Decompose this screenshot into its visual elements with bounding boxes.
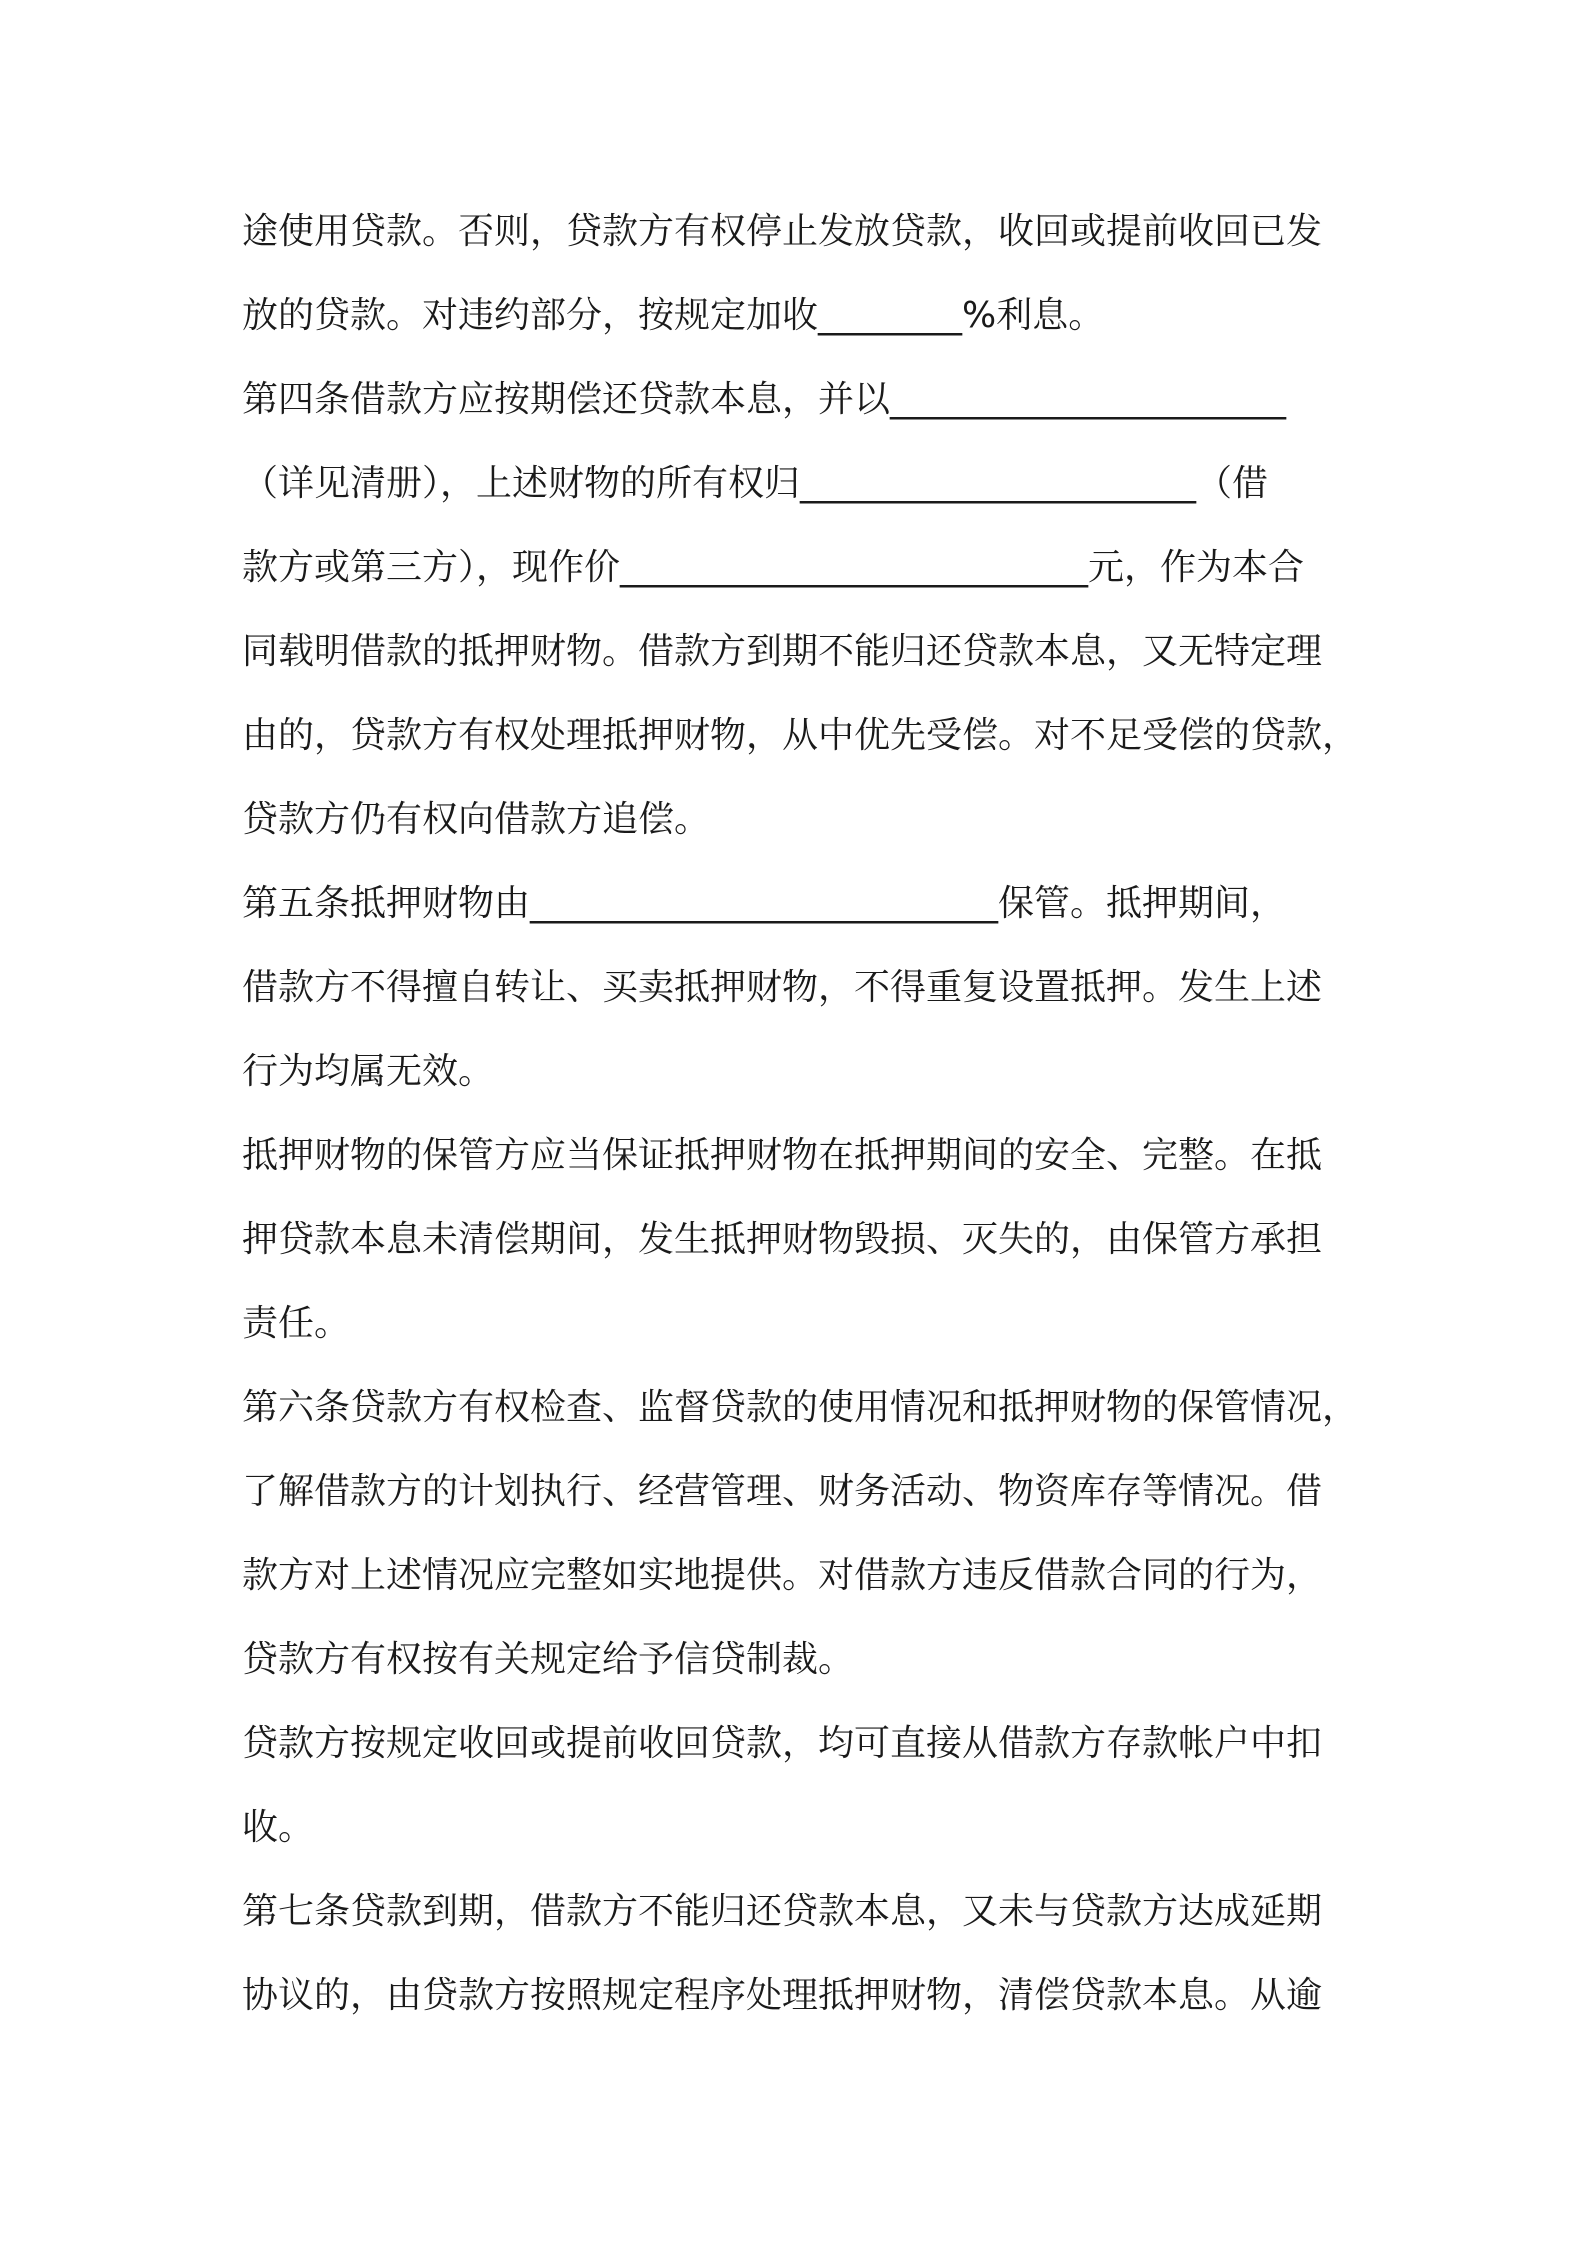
text-line: 借款方不得擅自转让、买卖抵押财物，不得重复设置抵押。发生上述	[242, 967, 1323, 1008]
text-line: 贷款方按规定收回或提前收回贷款，均可直接从借款方存款帐户中扣	[242, 1723, 1323, 1764]
text-line: 同载明借款的抵押财物。借款方到期不能归还贷款本息，又无特定理	[242, 631, 1323, 672]
text-line: 责任。	[242, 1303, 351, 1344]
text-line: 押贷款本息未清偿期间，发生抵押财物毁损、灭失的，由保管方承担	[242, 1219, 1323, 1260]
text-line: 抵押财物的保管方应当保证抵押财物在抵押期间的安全、完整。在抵	[242, 1135, 1323, 1176]
text-line: （详见清册），上述财物的所有权归______________________（借	[242, 463, 1269, 504]
text-line: 贷款方仍有权向借款方追偿。	[242, 799, 711, 840]
text-line: 款方对上述情况应完整如实地提供。对借款方违反借款合同的行为，	[242, 1555, 1323, 1596]
text-line: 款方或第三方），现作价__________________________元，作为本合	[242, 547, 1305, 588]
text-line: 贷款方有权按有关规定给予信贷制裁。	[242, 1639, 855, 1680]
text-line: 第四条借款方应按期偿还贷款本息，并以______________________	[242, 379, 1287, 420]
text-line: 第七条贷款到期，借款方不能归还贷款本息，又未与贷款方达成延期	[242, 1891, 1323, 1932]
text-line: 协议的，由贷款方按照规定程序处理抵押财物，清偿贷款本息。从逾	[242, 1975, 1323, 2016]
text-line: 了解借款方的计划执行、经营管理、财务活动、物资库存等情况。借	[242, 1471, 1323, 1512]
text-line: 第六条贷款方有权检查、监督贷款的使用情况和抵押财物的保管情况，	[242, 1387, 1359, 1428]
text-line: 由的，贷款方有权处理抵押财物，从中优先受偿。对不足受偿的贷款，	[242, 715, 1359, 756]
text-line: 第五条抵押财物由__________________________保管。抵押期间，	[242, 883, 1287, 924]
text-line: 行为均属无效。	[242, 1051, 495, 1092]
text-line: 收。	[242, 1807, 315, 1848]
text-line: 途使用贷款。否则，贷款方有权停止发放贷款，收回或提前收回已发	[242, 211, 1323, 252]
text-line: 放的贷款。对违约部分，按规定加收________%利息。	[242, 295, 1105, 336]
